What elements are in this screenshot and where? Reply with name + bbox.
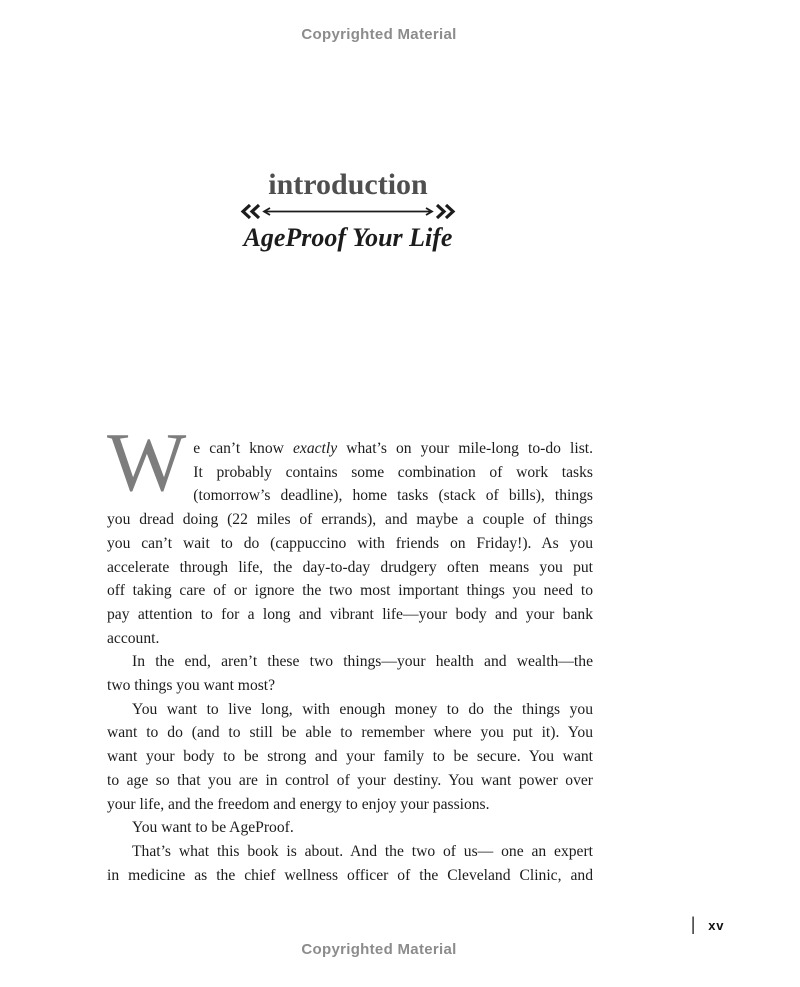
page-number: xv	[708, 917, 725, 933]
text-line: You want to live long, with enough money to do the things you	[132, 700, 593, 718]
divider-ornament	[239, 203, 457, 220]
double-arrow-rule-icon	[239, 203, 457, 220]
bottom-watermark: Copyrighted Material	[301, 941, 457, 958]
text-line: to age so that you are in control of your destiny. You want power over	[107, 771, 593, 789]
paragraph	[107, 816, 593, 840]
text-line: e can’t know exactly what’s on your mile-long to-do list.	[193, 440, 593, 457]
text-line: It probably contains some combination of work tasks	[193, 463, 593, 481]
text-line: you dread doing (22 miles of errands), and maybe a couple of things	[107, 511, 593, 529]
text-line: want to do (and to still be able to remember where you put it). You	[107, 724, 593, 742]
text-line: want your body to be strong and your family to be secure. You want	[107, 748, 593, 766]
text-line: In the end, aren’t these two things—your health and wealth—the	[132, 653, 593, 671]
text-line: your life, and the freedom and energy to enjoy your passions.	[107, 795, 490, 813]
text-line: That’s what this book is about. And the two of us— one an expert	[132, 842, 593, 860]
paragraph	[107, 698, 593, 817]
footer-separator: |	[691, 914, 696, 935]
paragraph	[107, 650, 593, 697]
text-line: two things you want most?	[107, 677, 276, 695]
top-watermark: Copyrighted Material	[301, 26, 457, 43]
paragraph	[107, 840, 593, 887]
text-line: in medicine as the chief wellness officer of the Cleveland Clinic, and	[107, 866, 593, 884]
body-text	[107, 416, 593, 887]
text-line: You want to be AgeProof.	[132, 819, 294, 837]
text-line: accelerate through life, the day-to-day drudgery often means you put	[107, 558, 593, 576]
text-line: account.	[107, 629, 160, 647]
text-line: (tomorrow’s deadline), home tasks (stack of bills), things	[193, 487, 593, 505]
chapter-title: AgeProof Your Life	[243, 223, 453, 252]
chapter-kicker: introduction	[268, 168, 428, 201]
drop-cap: W	[107, 416, 187, 509]
footer	[691, 915, 724, 935]
text-line: pay attention to for a long and vibrant life—your body and your bank	[107, 605, 593, 623]
paragraph	[107, 416, 593, 650]
text-line: off taking care of or ignore the two most important things you need to	[107, 582, 593, 600]
text-line: you can’t wait to do (cappuccino with friends on Friday!). As you	[107, 534, 593, 552]
